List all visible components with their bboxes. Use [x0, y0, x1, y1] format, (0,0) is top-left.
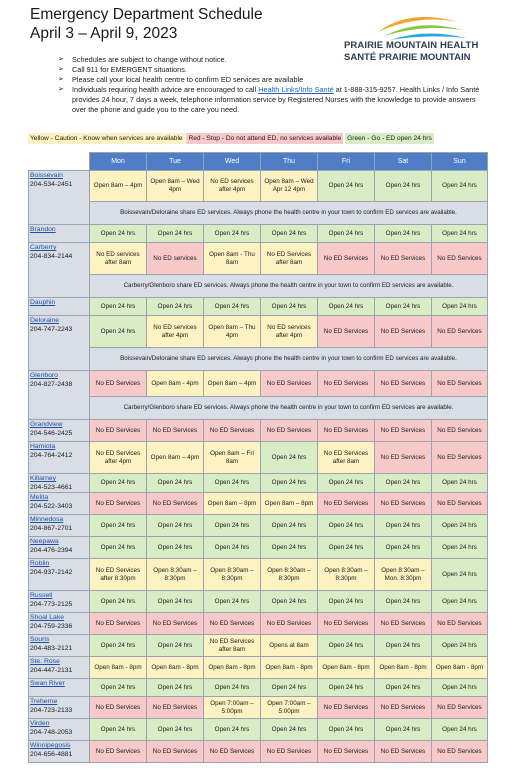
site-phone: 204-937-2142 [30, 569, 73, 576]
schedule-cell-mon: No ED Services [90, 371, 147, 397]
day-header-sun: Sun [432, 153, 488, 171]
site-name-link[interactable]: Hamiota [30, 443, 56, 450]
schedule-cell-thu: Open 24 hrs [261, 474, 318, 493]
site-name-link[interactable]: Boissevain [30, 172, 63, 179]
schedule-cell-mon: Open 24 hrs [90, 474, 147, 493]
schedule-cell-thu: No ED Services [261, 420, 318, 442]
notice-text: Please call your local health centre to confirm ED services are available [72, 75, 304, 84]
table-row [29, 719, 488, 741]
site-cell [29, 171, 90, 225]
schedule-cell-sat: Open 24 hrs [375, 537, 432, 559]
site-name-link[interactable]: Shoal Lake [30, 614, 65, 621]
shared-services-note-row [29, 275, 488, 298]
schedule-cell-mon: Open 24 hrs [90, 679, 147, 697]
schedule-cell-sat: Open 24 hrs [375, 171, 432, 202]
schedule-cell-tue: No ED Services [147, 613, 204, 635]
schedule-cell-thu: Open 24 hrs [261, 719, 318, 741]
schedule-cell-mon: Open 24 hrs [90, 719, 147, 741]
schedule-cell-sat: Open 24 hrs [375, 225, 432, 243]
schedule-cell-mon: No ED Services [90, 741, 147, 763]
schedule-cell-fri: Open 24 hrs [318, 225, 375, 243]
site-name-link[interactable]: Russell [30, 592, 53, 599]
site-phone: 204-546-2425 [30, 430, 73, 437]
site-name-link[interactable]: Killarney [30, 475, 57, 482]
schedule-cell-mon: Open 8am – 4pm [90, 171, 147, 202]
day-header-row [29, 153, 488, 171]
site-name-link[interactable]: Virden [30, 720, 50, 727]
site-cell [29, 474, 90, 493]
schedule-cell-wed: No ED services after 4pm [204, 171, 261, 202]
logo-text-french: SANTÉ PRAIRIE MOUNTAIN [344, 52, 471, 63]
schedule-cell-thu: Open 24 hrs [261, 537, 318, 559]
site-phone: 204-748-2053 [30, 729, 73, 736]
table-row [29, 298, 488, 316]
schedule-cell-sat: Open 24 hrs [375, 515, 432, 537]
schedule-cell-tue: Open 24 hrs [147, 225, 204, 243]
schedule-cell-tue: No ED services after 4pm [147, 316, 204, 348]
notice-text: Schedules are subject to change without notice. [72, 55, 227, 64]
schedule-cell-sun: No ED Services [432, 442, 488, 474]
site-cell [29, 316, 90, 371]
table-row [29, 442, 488, 474]
schedule-cell-wed: Open 8am – 4pm [204, 371, 261, 397]
schedule-cell-thu: No ED Services after 8am [261, 243, 318, 275]
schedule-cell-sat: Open 24 hrs [375, 591, 432, 613]
schedule-cell-sat: No ED Services [375, 697, 432, 719]
schedule-cell-sun: Open 24 hrs [432, 635, 488, 657]
schedule-cell-thu: Open 7:00am – 5:00pm [261, 697, 318, 719]
notice-text: Call 911 for EMERGENT situations. [72, 65, 187, 74]
schedule-cell-tue: No ED services [147, 243, 204, 275]
schedule-cell-tue: No ED Services [147, 697, 204, 719]
schedule-cell-wed: Open 24 hrs [204, 679, 261, 697]
schedule-cell-thu: No ED Services [261, 371, 318, 397]
site-phone: 204-523-4661 [30, 484, 73, 491]
schedule-cell-wed: Open 8am – 8pm [204, 493, 261, 515]
site-phone: 204-834-2144 [30, 253, 73, 260]
schedule-cell-sun: Open 24 hrs [432, 298, 488, 316]
schedule-cell-sat: No ED Services [375, 442, 432, 474]
site-phone: 204-476-2394 [30, 547, 73, 554]
shared-services-note: Boissevain/Deloraine share ED services. Always phone the health centre in your town to confirm ED services are available. [90, 202, 488, 225]
schedule-cell-mon: No ED Services [90, 613, 147, 635]
site-cell [29, 298, 90, 316]
site-cell [29, 442, 90, 474]
day-header-sat: Sat [375, 153, 432, 171]
site-cell [29, 635, 90, 657]
schedule-cell-wed: No ED Services [204, 613, 261, 635]
schedule-cell-fri: Open 24 hrs [318, 474, 375, 493]
site-name-link[interactable]: Melita [30, 494, 49, 501]
table-row [29, 493, 488, 515]
schedule-cell-fri: No ED Services [318, 613, 375, 635]
table-row [29, 515, 488, 537]
site-name-link[interactable]: Carberry [30, 244, 57, 251]
header-corner [29, 153, 90, 171]
schedule-cell-fri: No ED Services [318, 741, 375, 763]
schedule-cell-sat: No ED Services [375, 371, 432, 397]
schedule-cell-sun: No ED Services [432, 371, 488, 397]
schedule-cell-sun: Open 24 hrs [432, 679, 488, 697]
site-phone: 204-827-2438 [30, 381, 73, 388]
site-phone: 204-483-2121 [30, 645, 73, 652]
site-name-link[interactable]: Brandon [30, 226, 56, 233]
site-phone: 204-867-2701 [30, 525, 73, 532]
site-cell [29, 697, 90, 719]
table-row [29, 591, 488, 613]
color-legend [28, 133, 434, 144]
schedule-cell-fri: Open 24 hrs [318, 171, 375, 202]
site-cell [29, 537, 90, 559]
schedule-cell-fri: Open 24 hrs [318, 635, 375, 657]
legend-yellow: Yellow - Caution - Know when services are available [30, 135, 183, 142]
schedule-cell-mon: No ED Services [90, 697, 147, 719]
schedule-cell-mon: Open 24 hrs [90, 225, 147, 243]
schedule-cell-tue: Open 24 hrs [147, 515, 204, 537]
schedule-cell-sat: Open 8am - 8pm [375, 657, 432, 679]
shared-services-note: Carberry/Glenboro share ED services. Always phone the health centre in your town to confirm ED services are available. [90, 275, 488, 298]
schedule-cell-tue: Open 24 hrs [147, 719, 204, 741]
schedule-cell-tue: No ED Services [147, 420, 204, 442]
schedule-cell-tue: Open 8am – Wed 4pm [147, 171, 204, 202]
table-row [29, 679, 488, 697]
shared-services-note-row [29, 202, 488, 225]
notice-text: at 1-888-315-9257. Health Links / Info Santé provides 24 hour, 7 days a week, telephone information service by Registered Nurses with the knowledge to provide answers over the phone and guide you to the care you need. [72, 85, 480, 114]
table-row [29, 559, 488, 591]
schedule-cell-mon: Open 24 hrs [90, 635, 147, 657]
schedule-cell-sun: Open 24 hrs [432, 591, 488, 613]
notice-item [58, 85, 490, 115]
schedule-cell-thu: No ED services after 4pm [261, 316, 318, 348]
schedule-cell-thu: Open 24 hrs [261, 679, 318, 697]
site-name-link[interactable]: Souris [30, 636, 50, 643]
schedule-cell-sun: No ED Services [432, 493, 488, 515]
schedule-cell-sun: No ED Services [432, 697, 488, 719]
schedule-cell-sun: Open 24 hrs [432, 474, 488, 493]
schedule-cell-wed: Open 24 hrs [204, 719, 261, 741]
notice-list [58, 55, 490, 115]
site-phone: 204-759-2336 [30, 623, 73, 630]
schedule-cell-wed: No ED Services after 8am [204, 635, 261, 657]
schedule-cell-fri: Open 24 hrs [318, 719, 375, 741]
site-phone: 204-773-2125 [30, 601, 73, 608]
schedule-cell-sun: Open 8am - 8pm [432, 657, 488, 679]
schedule-cell-thu: Open 24 hrs [261, 225, 318, 243]
schedule-cell-thu: Opens at 8am [261, 635, 318, 657]
site-phone: 204-723-2133 [30, 707, 73, 714]
logo-text-english: PRAIRIE MOUNTAIN HEALTH [344, 40, 479, 51]
schedule-cell-sun: No ED Services [432, 741, 488, 763]
schedule-cell-wed: Open 24 hrs [204, 474, 261, 493]
legend-red: Red - Stop - Do not attend ED, no services available [188, 135, 342, 142]
schedule-cell-fri: No ED Services [318, 243, 375, 275]
notice-text: Individuals requiring health advice are encouraged to call [72, 85, 259, 94]
schedule-cell-sat: No ED Services [375, 316, 432, 348]
schedule-cell-mon: Open 24 hrs [90, 537, 147, 559]
schedule-cell-fri: No ED Services after 8am [318, 442, 375, 474]
schedule-cell-fri: No ED Services [318, 420, 375, 442]
schedule-cell-tue: Open 8:30am – 8:30pm [147, 559, 204, 591]
site-name-link[interactable]: Dauphin [30, 299, 56, 306]
schedule-cell-mon: Open 24 hrs [90, 298, 147, 316]
site-name-link[interactable]: Ste. Rose [30, 658, 60, 665]
schedule-cell-sun: Open 24 hrs [432, 537, 488, 559]
schedule-cell-wed: Open 8am – Fri 8am [204, 442, 261, 474]
shared-services-note: Boissevain/Deloraine share ED services. Always phone the health centre in your town to confirm ED services are available. [90, 348, 488, 371]
schedule-cell-mon: No ED services after 8am [90, 243, 147, 275]
schedule-cell-sat: Open 24 hrs [375, 474, 432, 493]
schedule-cell-sat: Open 24 hrs [375, 298, 432, 316]
site-name-link[interactable]: Deloraine [30, 317, 60, 324]
site-name-link[interactable]: Glenboro [30, 372, 58, 379]
schedule-cell-thu: Open 24 hrs [261, 591, 318, 613]
schedule-cell-mon: Open 24 hrs [90, 515, 147, 537]
schedule-cell-sat: No ED Services [375, 741, 432, 763]
schedule-cell-mon: No ED Services after 4pm [90, 442, 147, 474]
schedule-cell-fri: Open 24 hrs [318, 537, 375, 559]
schedule-cell-mon: Open 24 hrs [90, 591, 147, 613]
schedule-cell-mon: No ED Services after 8:30pm [90, 559, 147, 591]
schedule-cell-fri: Open 24 hrs [318, 515, 375, 537]
day-header-fri: Fri [318, 153, 375, 171]
table-row [29, 741, 488, 763]
site-cell [29, 515, 90, 537]
shared-services-note-row [29, 397, 488, 420]
schedule-cell-fri: No ED Services [318, 371, 375, 397]
table-row [29, 316, 488, 348]
schedule-cell-thu: Open 24 hrs [261, 298, 318, 316]
schedule-cell-tue: No ED Services [147, 493, 204, 515]
schedule-cell-sun: Open 24 hrs [432, 719, 488, 741]
schedule-cell-sat: Open 8:30am – Mon. 8:30pm [375, 559, 432, 591]
schedule-cell-wed: Open 24 hrs [204, 591, 261, 613]
schedule-cell-fri: Open 8am - 8pm [318, 657, 375, 679]
table-row [29, 697, 488, 719]
site-cell [29, 591, 90, 613]
schedule-cell-tue: No ED Services [147, 741, 204, 763]
schedule-cell-thu: Open 24 hrs [261, 515, 318, 537]
schedule-cell-sun: Open 24 hrs [432, 225, 488, 243]
schedule-cell-wed: No ED Services [204, 741, 261, 763]
schedule-cell-fri: No ED Services [318, 493, 375, 515]
site-name-link[interactable]: Minnedosa [30, 516, 64, 523]
site-name-link[interactable]: Grandview [30, 421, 63, 428]
schedule-cell-thu: Open 24 hrs [261, 442, 318, 474]
schedule-cell-tue: Open 24 hrs [147, 635, 204, 657]
schedule-cell-sat: Open 24 hrs [375, 719, 432, 741]
schedule-cell-fri: No ED Services [318, 316, 375, 348]
schedule-cell-wed: No ED Services [204, 420, 261, 442]
table-row [29, 243, 488, 275]
schedule-cell-thu: Open 8am – 8pm [261, 493, 318, 515]
site-cell [29, 679, 90, 697]
page-title: Emergency Department Schedule [30, 6, 263, 23]
table-row [29, 420, 488, 442]
date-range: April 3 – April 9, 2023 [30, 25, 178, 42]
site-cell [29, 741, 90, 763]
schedule-cell-sat: Open 24 hrs [375, 635, 432, 657]
schedule-cell-tue: Open 8am - 4pm [147, 371, 204, 397]
notice-item [58, 65, 490, 75]
site-name-link[interactable]: Roblin [30, 560, 50, 567]
table-row [29, 657, 488, 679]
schedule-table [28, 152, 488, 763]
notice-item [58, 75, 490, 85]
schedule-body [29, 171, 488, 763]
schedule-cell-wed: Open 24 hrs [204, 515, 261, 537]
schedule-cell-fri: Open 24 hrs [318, 679, 375, 697]
table-row [29, 371, 488, 397]
day-header-mon: Mon [90, 153, 147, 171]
schedule-cell-sun: Open 24 hrs [432, 559, 488, 591]
schedule-cell-wed: Open 7:00am – 5:00pm [204, 697, 261, 719]
schedule-cell-tue: Open 8am - 8pm [147, 657, 204, 679]
schedule-cell-tue: Open 24 hrs [147, 591, 204, 613]
site-phone: 204-447-2131 [30, 667, 73, 674]
site-cell [29, 420, 90, 442]
schedule-cell-wed: Open 24 hrs [204, 225, 261, 243]
site-phone: 204-534-2451 [30, 181, 73, 188]
table-row [29, 474, 488, 493]
schedule-cell-mon: Open 8am - 8pm [90, 657, 147, 679]
schedule-cell-mon: Open 24 hrs [90, 316, 147, 348]
schedule-cell-thu: No ED Services [261, 613, 318, 635]
health-links-link[interactable]: Health Links/Info Santé [258, 85, 334, 94]
site-cell [29, 719, 90, 741]
schedule-cell-sun: No ED Services [432, 420, 488, 442]
schedule-cell-sun: Open 24 hrs [432, 171, 488, 202]
schedule-cell-tue: Open 24 hrs [147, 679, 204, 697]
shared-services-note: Carberry/Glenboro share ED services. Always phone the health centre in your town to confirm ED services are available. [90, 397, 488, 420]
schedule-cell-fri: Open 8:30am – 8:30pm [318, 559, 375, 591]
schedule-cell-wed: Open 8:30am – 8:30pm [204, 559, 261, 591]
schedule-cell-mon: No ED Services [90, 493, 147, 515]
site-name-link[interactable]: Treherne [30, 698, 58, 705]
site-cell [29, 559, 90, 591]
schedule-cell-tue: Open 24 hrs [147, 298, 204, 316]
site-cell [29, 493, 90, 515]
site-cell [29, 225, 90, 243]
table-row [29, 225, 488, 243]
schedule-cell-thu: Open 8:30am – 8:30pm [261, 559, 318, 591]
site-cell [29, 371, 90, 420]
schedule-cell-wed: Open 24 hrs [204, 298, 261, 316]
schedule-cell-sun: No ED Services [432, 243, 488, 275]
site-name-link[interactable]: Neepawa [30, 538, 59, 545]
schedule-cell-tue: Open 8am – 4pm [147, 442, 204, 474]
site-cell [29, 613, 90, 635]
legend-green: Green - Go - ED open 24 hrs [347, 135, 432, 142]
shared-services-note-row [29, 348, 488, 371]
table-row [29, 537, 488, 559]
site-cell [29, 243, 90, 298]
schedule-cell-sat: No ED Services [375, 420, 432, 442]
schedule-cell-tue: Open 24 hrs [147, 537, 204, 559]
day-header-tue: Tue [147, 153, 204, 171]
schedule-cell-sat: No ED Services [375, 613, 432, 635]
schedule-cell-sun: Open 24 hrs [432, 515, 488, 537]
schedule-cell-fri: No ED Services [318, 697, 375, 719]
table-row [29, 613, 488, 635]
notice-item [58, 55, 490, 65]
schedule-cell-wed: Open 24 hrs [204, 537, 261, 559]
schedule-cell-fri: Open 24 hrs [318, 298, 375, 316]
schedule-cell-sat: No ED Services [375, 493, 432, 515]
schedule-cell-fri: Open 24 hrs [318, 591, 375, 613]
schedule-cell-thu: Open 8am – Wed Apr 12 4pm [261, 171, 318, 202]
schedule-cell-sun: No ED Services [432, 316, 488, 348]
site-name-link[interactable]: Swan River [30, 680, 65, 687]
site-cell [29, 657, 90, 679]
schedule-cell-tue: Open 24 hrs [147, 474, 204, 493]
day-header-wed: Wed [204, 153, 261, 171]
schedule-cell-thu: Open 8am - 8pm [261, 657, 318, 679]
table-row [29, 171, 488, 202]
site-phone: 204-656-4881 [30, 751, 73, 758]
schedule-cell-wed: Open 8am – Thu 4pm [204, 316, 261, 348]
schedule-cell-sat: Open 24 hrs [375, 679, 432, 697]
schedule-cell-thu: No ED Services [261, 741, 318, 763]
schedule-cell-wed: Open 8am - Thu 8am [204, 243, 261, 275]
schedule-cell-sat: No ED Services [375, 243, 432, 275]
schedule-cell-sun: No ED Services [432, 613, 488, 635]
schedule-cell-mon: No ED Services [90, 420, 147, 442]
site-phone: 204-747-2243 [30, 326, 73, 333]
site-phone: 204-522-3403 [30, 503, 73, 510]
site-name-link[interactable]: Winnipegosis [30, 742, 71, 749]
table-row [29, 635, 488, 657]
schedule-cell-wed: Open 8am - 8pm [204, 657, 261, 679]
day-header-thu: Thu [261, 153, 318, 171]
site-phone: 204-764-2412 [30, 452, 73, 459]
